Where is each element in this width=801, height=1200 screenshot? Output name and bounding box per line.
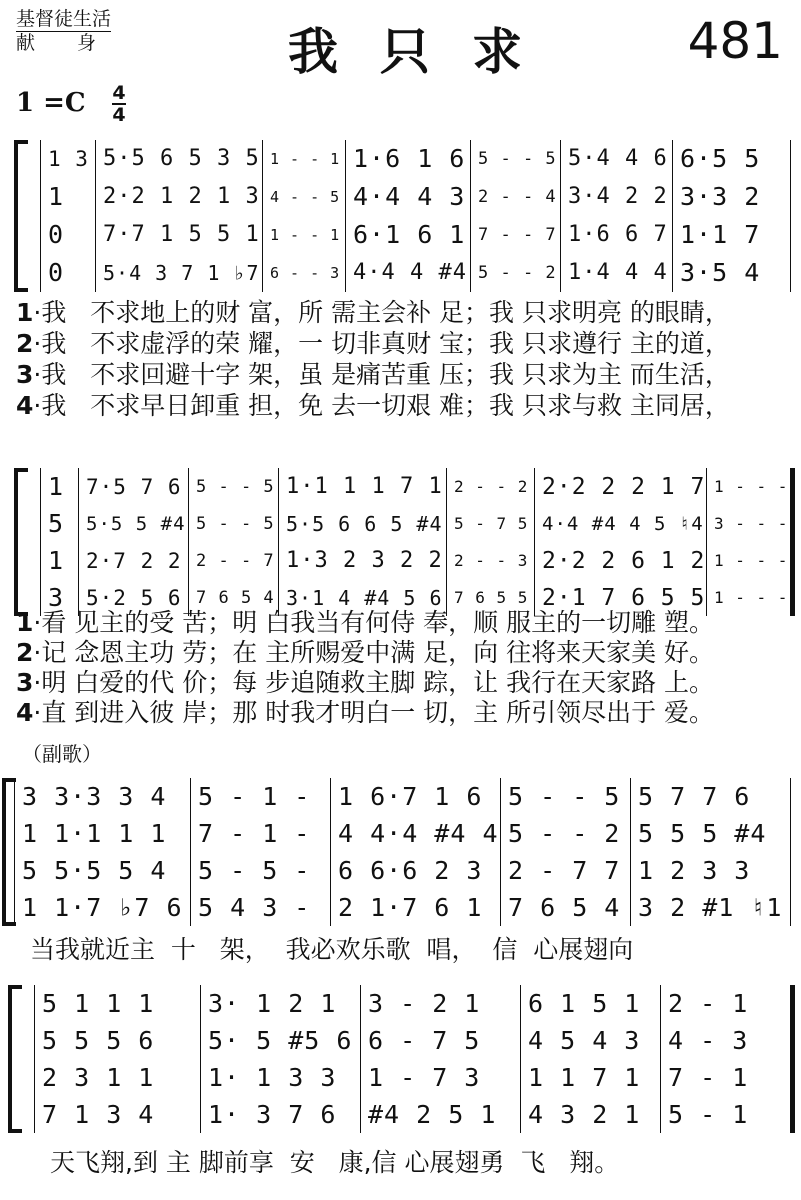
barline bbox=[190, 778, 191, 926]
measure-4-voice-4: 4·4 4 #4 bbox=[353, 260, 467, 285]
measure-5-voice-4: 7 6 5 5 bbox=[454, 588, 529, 607]
measure-4-voice-3: 6·1 6 1 bbox=[353, 220, 466, 249]
category-text: 基督徒生活 bbox=[16, 8, 112, 30]
measure-3-voice-2: 6 - 7 5 bbox=[368, 1026, 481, 1055]
barline bbox=[534, 468, 535, 616]
measure-6-voice-3: 1·6 6 7 bbox=[568, 222, 668, 247]
measure-3-voice-2: 4 - - 5 bbox=[270, 188, 341, 206]
lyric-text: ·我 不求早日卸重 担，免 去一切艰 难；我 只求与救 主同居， bbox=[33, 391, 730, 420]
measure-3-voice-4: 7 6 5 4 bbox=[196, 588, 275, 608]
time-signature-top: 4 bbox=[112, 82, 126, 104]
barline bbox=[500, 778, 501, 926]
verse-number: 4 bbox=[16, 391, 34, 420]
lyric-line-1 bbox=[30, 935, 633, 965]
barline bbox=[672, 140, 673, 292]
measure-1-voice-1: 1 3 bbox=[48, 147, 89, 171]
lyric-text: ·我 不求回避十字 架，虽 是痛苦重 压；我 只求为主 而生活， bbox=[33, 360, 730, 389]
barline bbox=[40, 140, 41, 292]
measure-3-voice-2: 5 - - 5 bbox=[196, 514, 275, 534]
lyric-text: ·记 念恩主功 劳；在 主所赐爱中满 足，向 往将来天家美 好。 bbox=[33, 638, 715, 667]
lyric-line-4 bbox=[16, 391, 730, 421]
measure-3-voice-3: 1 - 7 3 bbox=[368, 1063, 481, 1092]
measure-4-voice-3: 1·3 2 3 2 2 bbox=[286, 548, 443, 573]
barline bbox=[660, 985, 661, 1133]
measure-4-voice-3: 2 - 7 7 bbox=[508, 856, 621, 885]
barline bbox=[706, 468, 707, 616]
measure-2-voice-3: 2·7 2 2 bbox=[86, 549, 182, 573]
measure-5-voice-4: 3 2 #1 ♮1 bbox=[638, 893, 783, 922]
measure-2-voice-1: 5·5 6 5 3 5 bbox=[103, 146, 260, 171]
hymn-title: 我只求 bbox=[288, 22, 564, 81]
measure-7-voice-1: 1 - - - bbox=[714, 477, 789, 496]
barline bbox=[520, 985, 521, 1133]
system-bracket bbox=[8, 985, 12, 1133]
measure-3-voice-4: 2 1·7 6 1 bbox=[338, 893, 483, 922]
measure-3-voice-3: 6 6·6 2 3 bbox=[338, 856, 483, 885]
lyric-text: 当我就近主 十 架， 我必欢乐歌 唱， 信 心展翅向 bbox=[30, 935, 634, 964]
measure-4-voice-2: 5 - - 2 bbox=[508, 819, 621, 848]
lyric-text: ·我 不求虚浮的荣 耀，一 切非真财 宝；我 只求遵行 主的道， bbox=[33, 329, 730, 358]
subcategory-text: 献 身 bbox=[16, 32, 115, 54]
measure-2-voice-1: 3· 1 2 1 bbox=[208, 989, 337, 1018]
measure-6-voice-1: 5·4 4 6 bbox=[568, 146, 668, 171]
measure-5-voice-2: 5 5 5 #4 bbox=[638, 819, 767, 848]
lyric-line-2 bbox=[16, 329, 730, 359]
barline bbox=[188, 468, 189, 616]
measure-1-voice-4: 3 bbox=[48, 583, 65, 612]
barline bbox=[200, 985, 201, 1133]
measure-4-voice-1: 1·6 1 6 bbox=[353, 144, 466, 173]
barline bbox=[790, 778, 791, 926]
measure-4-voice-1: 5 - - 5 bbox=[508, 782, 621, 811]
lyric-text: ·看 见主的受 苦；明 白我当有何侍 奉，顺 服主的一切雕 塑。 bbox=[33, 608, 715, 637]
measure-5-voice-4: 5 - 1 bbox=[668, 1100, 749, 1129]
measure-2-voice-1: 7·5 7 6 bbox=[86, 475, 182, 499]
measure-7-voice-2: 3 - - - bbox=[714, 514, 789, 533]
verse-number: 2 bbox=[16, 638, 34, 667]
measure-6-voice-2: 3·4 2 2 bbox=[568, 184, 668, 209]
measure-4-voice-4: 4 3 2 1 bbox=[528, 1100, 641, 1129]
measure-5-voice-3: 7 - 1 bbox=[668, 1063, 749, 1092]
final-barline bbox=[790, 985, 795, 1133]
measure-6-voice-1: 2·2 2 2 1 7 bbox=[542, 474, 706, 500]
measure-1-voice-3: 1 bbox=[48, 546, 65, 575]
time-signature-bottom: 4 bbox=[112, 104, 126, 126]
hymn-number: 481 bbox=[687, 12, 783, 70]
measure-1-voice-4: 1 1·7 ♭7 6 bbox=[22, 893, 183, 922]
measure-4-voice-3: 1 1 7 1 bbox=[528, 1063, 641, 1092]
barline bbox=[345, 140, 346, 292]
barline bbox=[470, 140, 471, 292]
measure-2-voice-2: 5·5 5 #4 bbox=[86, 513, 186, 535]
measure-3-voice-1: 1 - - 1 bbox=[270, 150, 341, 168]
barline bbox=[630, 778, 631, 926]
lyric-line-2 bbox=[16, 638, 714, 668]
verse-number: 2 bbox=[16, 329, 34, 358]
measure-1-voice-2: 5 bbox=[48, 509, 65, 538]
verse-number: 3 bbox=[16, 668, 34, 697]
system-bracket bbox=[14, 140, 18, 292]
lyric-line-1 bbox=[16, 608, 714, 638]
barline bbox=[278, 468, 279, 616]
measure-3-voice-4: 6 - - 3 bbox=[270, 264, 341, 282]
lyric-line-3 bbox=[16, 668, 714, 698]
measure-1-voice-4: 7 1 3 4 bbox=[42, 1100, 155, 1129]
measure-6-voice-3: 2·2 2 6 1 2 bbox=[542, 548, 706, 574]
measure-5-voice-1: 2 - - 2 bbox=[454, 477, 529, 496]
measure-2-voice-2: 2·2 1 2 1 3 bbox=[103, 184, 260, 209]
measure-7-voice-3: 1 - - - bbox=[714, 551, 789, 570]
measure-4-voice-4: 3·1 4 #4 5 6 bbox=[286, 586, 443, 610]
verse-number: 3 bbox=[16, 360, 34, 389]
system-bracket bbox=[2, 778, 6, 926]
measure-5-voice-2: 4 - 3 bbox=[668, 1026, 749, 1055]
barline bbox=[790, 140, 791, 292]
measure-2-voice-2: 5· 5 #5 6 bbox=[208, 1026, 353, 1055]
measure-1-voice-3: 0 bbox=[48, 220, 65, 249]
measure-2-voice-4: 5 4 3 - bbox=[198, 893, 311, 922]
category-label bbox=[16, 8, 114, 54]
measure-5-voice-3: 7 - - 7 bbox=[478, 225, 557, 245]
verse-number: 4 bbox=[16, 698, 34, 727]
measure-3-voice-3: 1 - - 1 bbox=[270, 226, 341, 244]
measure-4-voice-2: 4·4 4 3 bbox=[353, 182, 466, 211]
measure-4-voice-1: 1·1 1 1 7 1 bbox=[286, 474, 443, 499]
measure-3-voice-3: 2 - - 7 bbox=[196, 551, 275, 571]
measure-1-voice-3: 2 3 1 1 bbox=[42, 1063, 155, 1092]
barline bbox=[95, 140, 96, 292]
measure-5-voice-2: 2 - - 4 bbox=[478, 187, 557, 207]
barline bbox=[262, 140, 263, 292]
measure-4-voice-4: 7 6 5 4 bbox=[508, 893, 621, 922]
time-signature bbox=[112, 84, 126, 124]
measure-7-voice-3: 1·1 7 bbox=[680, 220, 761, 249]
lyric-text: ·明 白爱的代 价；每 步追随救主脚 踪，让 我行在天家路 上。 bbox=[33, 668, 715, 697]
measure-5-voice-4: 5 - - 2 bbox=[478, 263, 557, 283]
barline bbox=[330, 778, 331, 926]
measure-5-voice-1: 5 - - 5 bbox=[478, 149, 557, 169]
barline bbox=[360, 985, 361, 1133]
lyric-text: ·我 不求地上的财 富，所 需主会补 足；我 只求明亮 的眼睛， bbox=[33, 298, 730, 327]
barline bbox=[560, 140, 561, 292]
measure-6-voice-4: 2·1 7 6 5 5 bbox=[542, 585, 706, 611]
measure-1-voice-3: 5 5·5 5 4 bbox=[22, 856, 167, 885]
measure-7-voice-1: 6·5 5 bbox=[680, 144, 761, 173]
lyric-text: ·直 到进入彼 岸；那 时我才明白一 切，主 所引领尽出于 爱。 bbox=[33, 698, 715, 727]
lyric-text: 天飞翔,到 主 脚前享 安 康,信 心展翅勇 飞 翔。 bbox=[50, 1148, 620, 1177]
measure-1-voice-4: 0 bbox=[48, 258, 65, 287]
measure-1-voice-2: 5 5 5 6 bbox=[42, 1026, 155, 1055]
measure-7-voice-4: 1 - - - bbox=[714, 588, 789, 607]
measure-5-voice-1: 5 7 7 6 bbox=[638, 782, 751, 811]
measure-4-voice-2: 4 5 4 3 bbox=[528, 1026, 641, 1055]
measure-3-voice-1: 1 6·7 1 6 bbox=[338, 782, 483, 811]
measure-5-voice-1: 2 - 1 bbox=[668, 989, 749, 1018]
barline bbox=[78, 468, 79, 616]
measure-4-voice-1: 6 1 5 1 bbox=[528, 989, 641, 1018]
key-signature: 1 =C bbox=[16, 88, 86, 118]
lyric-line-1 bbox=[50, 1148, 619, 1178]
measure-2-voice-1: 5 - 1 - bbox=[198, 782, 311, 811]
measure-3-voice-1: 3 - 2 1 bbox=[368, 989, 481, 1018]
measure-7-voice-2: 3·3 2 bbox=[680, 182, 761, 211]
measure-1-voice-1: 3 3·3 3 4 bbox=[22, 782, 167, 811]
measure-2-voice-3: 5 - 5 - bbox=[198, 856, 311, 885]
measure-7-voice-4: 3·5 4 bbox=[680, 258, 761, 287]
measure-1-voice-2: 1 bbox=[48, 182, 65, 211]
verse-number: 1 bbox=[16, 608, 34, 637]
measure-2-voice-3: 1· 1 3 3 bbox=[208, 1063, 337, 1092]
measure-5-voice-3: 2 - - 3 bbox=[454, 551, 529, 570]
measure-1-voice-2: 1 1·1 1 1 bbox=[22, 819, 167, 848]
measure-6-voice-2: 4·4 #4 4 5 ♮4 bbox=[542, 513, 704, 535]
lyric-line-1 bbox=[16, 298, 730, 328]
barline bbox=[40, 468, 41, 616]
verse-number: 1 bbox=[16, 298, 34, 327]
final-barline bbox=[790, 468, 795, 616]
measure-1-voice-1: 5 1 1 1 bbox=[42, 989, 155, 1018]
chorus-label: （副歌） bbox=[22, 742, 102, 766]
system-bracket bbox=[14, 468, 18, 616]
barline bbox=[34, 985, 35, 1133]
measure-2-voice-4: 5·4 3 7 1 ♭7 bbox=[103, 261, 260, 285]
measure-3-voice-4: #4 2 5 1 bbox=[368, 1100, 497, 1129]
measure-6-voice-4: 1·4 4 4 bbox=[568, 260, 668, 285]
measure-2-voice-3: 7·7 1 5 5 1 bbox=[103, 222, 260, 247]
barline bbox=[14, 778, 15, 926]
measure-5-voice-2: 5 - 7 5 bbox=[454, 514, 529, 533]
measure-3-voice-2: 4 4·4 #4 4 bbox=[338, 819, 499, 848]
barline bbox=[446, 468, 447, 616]
measure-5-voice-3: 1 2 3 3 bbox=[638, 856, 751, 885]
measure-1-voice-1: 1 bbox=[48, 472, 65, 501]
measure-2-voice-4: 1· 3 7 6 bbox=[208, 1100, 337, 1129]
lyric-line-3 bbox=[16, 360, 730, 390]
measure-4-voice-2: 5·5 6 6 5 #4 bbox=[286, 512, 443, 536]
measure-2-voice-2: 7 - 1 - bbox=[198, 819, 311, 848]
measure-2-voice-4: 5·2 5 6 bbox=[86, 586, 182, 610]
lyric-line-4 bbox=[16, 698, 714, 728]
measure-3-voice-1: 5 - - 5 bbox=[196, 477, 275, 497]
